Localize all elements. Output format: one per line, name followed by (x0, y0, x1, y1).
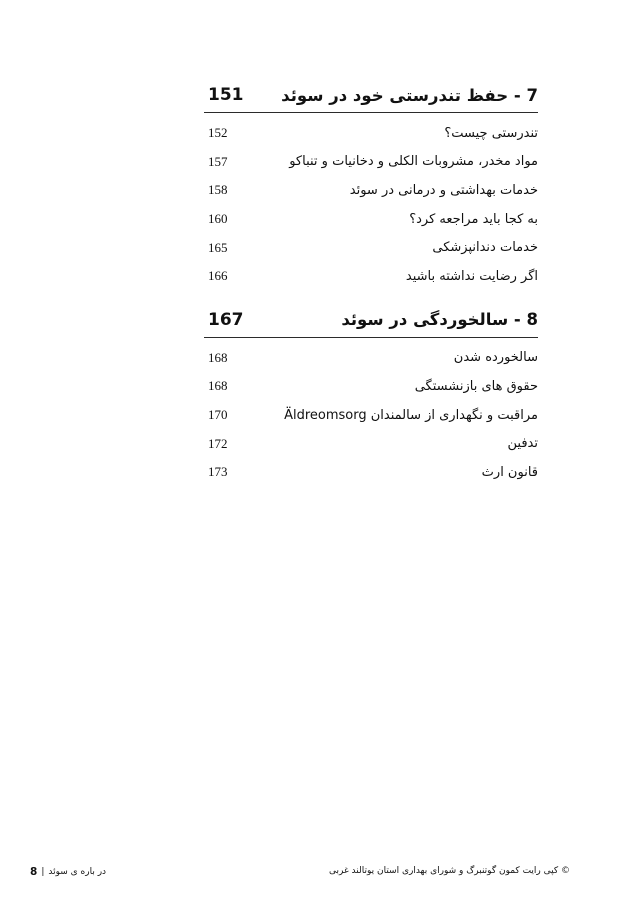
table-of-contents (204, 78, 538, 487)
toc-entry (204, 148, 538, 177)
entry-title: مواد مخدر، مشروبات الکلی و دخانیات و تنباکو (289, 154, 538, 170)
entry-title: سالخورده شدن (453, 350, 538, 366)
entry-title: قانون ارث (481, 464, 538, 480)
book-title: در باره ی سوئد (48, 867, 107, 877)
entry-title: خدمات بهداشتی و درمانی در سوئد (349, 182, 538, 198)
entry-page-number: 172 (208, 435, 228, 451)
entry-title: به کجا باید مراجعه کرد؟ (409, 211, 538, 227)
entry-page-number: 160 (208, 211, 228, 227)
entry-page-number: 158 (208, 182, 228, 198)
entry-page-number: 173 (208, 464, 228, 480)
entry-title: خدمات دندانپزشکی (432, 240, 538, 256)
page-footer (30, 866, 570, 882)
toc-entry (204, 262, 538, 291)
entry-page-number: 157 (208, 153, 228, 169)
entry-page-number: 152 (208, 125, 228, 141)
copyright-notice: © کپی رایت کمون گوتنبرگ و شورای بهداری استان یوتالند غربی (328, 866, 570, 876)
page-number: 8 (30, 866, 38, 878)
toc-entry (204, 205, 538, 234)
entry-page-number: 165 (208, 239, 228, 255)
section-page-number: 151 (208, 85, 244, 105)
toc-entry (204, 401, 538, 430)
entry-title: تندرستی چیست؟ (444, 125, 538, 141)
entry-title: مراقبت و نگهداری از سالمندان Äldreomsorg (284, 407, 538, 423)
section-title: 8 - سالخوردگی در سوئد (341, 310, 538, 330)
toc-entry (204, 344, 538, 373)
entry-title: تدفین (507, 436, 538, 452)
toc-entry (204, 176, 538, 205)
entry-page-number: 166 (208, 268, 228, 284)
toc-entry (204, 429, 538, 458)
entry-page-number: 170 (208, 407, 228, 423)
entry-page-number: 168 (208, 378, 228, 394)
toc-entry (204, 372, 538, 401)
entry-title: اگر رضایت نداشته باشید (405, 268, 538, 284)
footer-page-info (30, 866, 106, 878)
entry-page-number: 168 (208, 349, 228, 365)
section-page-number: 167 (208, 309, 244, 330)
section-title: 7 - حفظ تندرستی خود در سوئد (281, 85, 538, 105)
toc-entry (204, 458, 538, 487)
footer-separator: | (41, 867, 45, 877)
entry-title: حقوق های بازنشستگی (414, 378, 538, 394)
toc-entry (204, 119, 538, 148)
section-7-heading (204, 78, 538, 113)
toc-entry (204, 233, 538, 262)
section-8-heading (204, 303, 538, 338)
